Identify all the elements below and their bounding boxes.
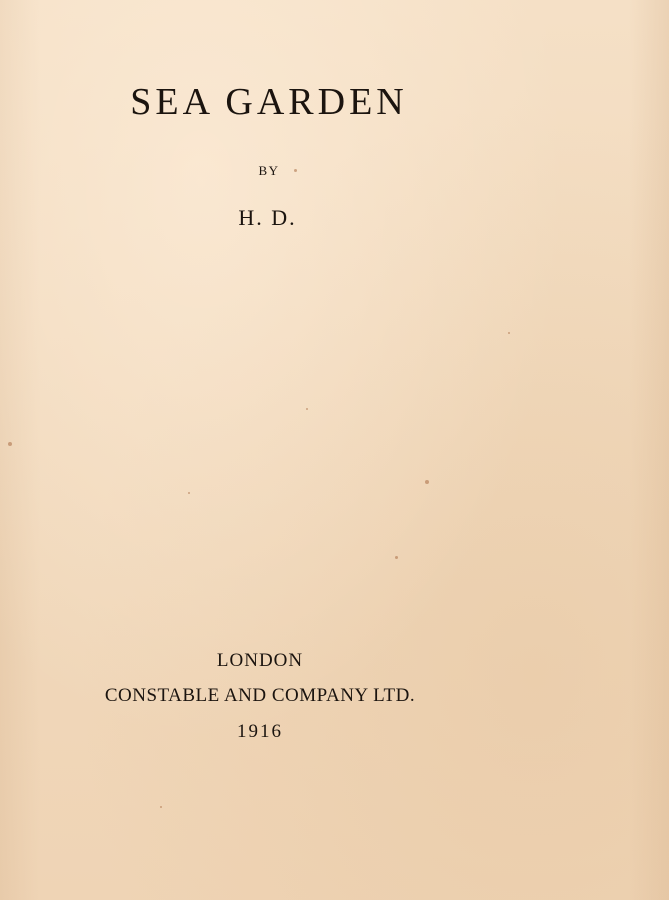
author-name: H. D.	[238, 205, 297, 230]
byline-label: BY	[258, 163, 280, 178]
imprint-city: LONDON	[216, 650, 304, 671]
imprint-year: 1916	[237, 721, 283, 742]
imprint-publisher: CONSTABLE AND COMPANY LTD.	[104, 685, 416, 706]
paper-speck	[508, 332, 510, 334]
paper-speck	[8, 442, 12, 446]
book-title: SEA GARDEN	[130, 81, 408, 123]
paper-speck	[395, 556, 398, 559]
paper-speck	[160, 806, 162, 808]
paper-speck	[188, 492, 190, 494]
paper-speck	[306, 408, 308, 410]
paper-speck	[425, 480, 429, 484]
